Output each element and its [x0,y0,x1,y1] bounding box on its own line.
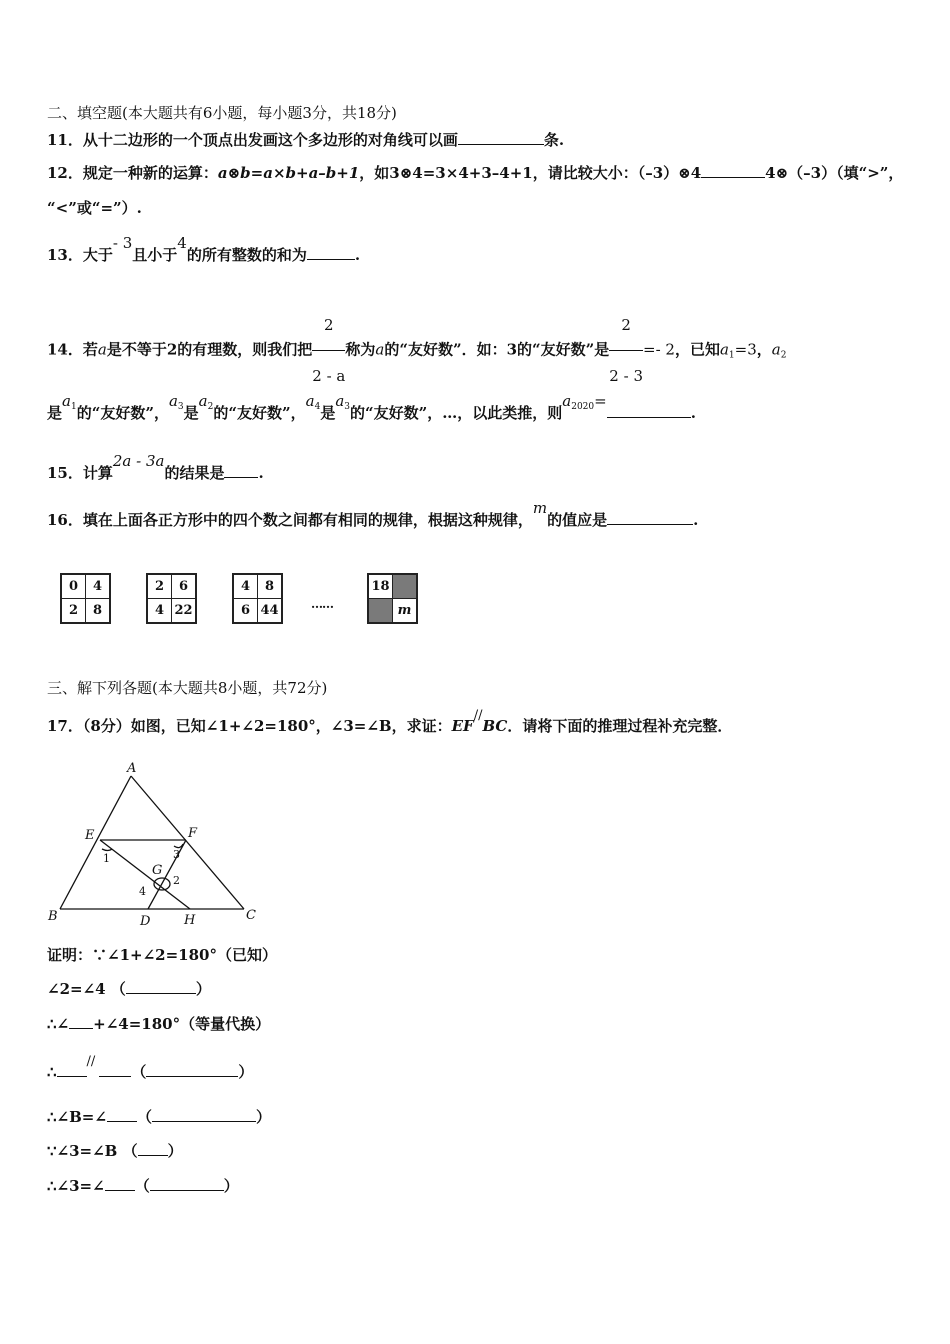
answer-blank[interactable] [146,1062,238,1077]
section-heading-solve [47,678,327,698]
proof-line-1 [47,945,277,965]
proof-line-5 [47,1107,271,1127]
question-11 [47,130,564,150]
question-14-text: 的“友好数”，…，以此类推，则 [350,404,563,422]
square-cell-shaded [393,574,418,599]
answer-blank[interactable] [138,1141,168,1156]
proof-text: （ [131,1063,147,1081]
comma: ， [756,340,772,359]
segment-ac [131,776,244,909]
answer-blank[interactable] [152,1107,256,1122]
square-cell: 8 [258,574,283,599]
question-14-text: 是 [47,404,63,422]
question-14-text: 的“友好数”， [76,404,169,422]
proof-text: ∴∠B=∠ [47,1108,107,1126]
answer-blank[interactable] [607,510,693,525]
expression: 2a - 3a [112,452,165,470]
fraction-denominator: 2 - a [312,367,346,385]
answer-blank[interactable] [69,1014,93,1029]
question-14-text: 称为 [345,340,376,359]
square-cell: 6 [172,574,197,599]
question-14-text: 是不等于2的有理数，则我们把 [106,340,313,359]
square-cell: 4 [233,574,258,599]
proof-text: 证明：∵∠1+∠2=180°（已知） [47,946,277,964]
question-16 [47,499,699,530]
friendly-number-fraction [312,302,345,399]
parallel-symbol: // [86,1054,96,1069]
segment-bc: BC [482,717,508,735]
operation-formula: a⊗b=a×b+a–b+1 [217,164,360,182]
subscript: 4 [314,402,321,412]
square-cell: 2 [147,574,172,599]
answer-blank[interactable] [57,1062,87,1077]
square-cell: 4 [86,574,111,599]
question-15-text: 的结果是 [164,464,225,482]
proof-line-3 [47,1014,270,1034]
proof-text: （ [136,1108,152,1126]
equals-sign: = [594,392,607,410]
square-cell: 4 [147,599,172,624]
question-12-text: ，如3⊗4=3×4+3–4+1，请比较大小：（–3）⊗4 [359,164,702,182]
question-15-text: 15．计算 [47,464,113,482]
question-17-text: 17．（8分）如图，已知∠1+∠2=180°，∠3=∠B，求证： [47,717,452,735]
question-13-text: 且小于 [132,246,178,264]
question-17 [47,708,733,738]
value-neg-3: - 3 [112,234,133,252]
square-cell: m [393,599,418,624]
question-14-text: 的“友好数”．如：3的“友好数”是 [384,340,610,359]
label-b: B [48,909,58,924]
geometry-figure [42,758,272,933]
square-cell: 6 [233,599,258,624]
answer-blank[interactable] [107,1107,137,1122]
question-14-line2 [47,392,696,429]
fraction-numerator: 2 [312,302,345,351]
question-16-end: . [693,511,699,529]
variable-a: a [168,392,178,410]
number-square-1 [60,573,111,624]
variable-a: a [62,392,71,410]
answer-blank[interactable] [307,245,355,260]
variable-a: a [97,340,107,359]
proof-line-6 [47,1141,183,1161]
label-d: D [140,914,151,929]
variable-a2: a [771,340,781,359]
square-cell-shaded [368,599,393,624]
answer-blank[interactable] [701,163,765,178]
answer-blank[interactable] [224,463,258,478]
question-14-text: 是 [320,404,336,422]
question-16-text: 的值应是 [547,511,608,529]
proof-text: ） [195,980,211,998]
question-13 [47,234,361,265]
variable-a: a [562,392,572,410]
label-angle-4: 4 [139,885,146,898]
angle-1-arc [102,849,112,851]
question-11-end: 条. [543,131,565,149]
subscript: 2 [780,350,787,361]
proof-text: ） [238,1063,254,1081]
segment-ab [60,776,131,909]
variable-a: a [335,392,345,410]
subscript: 2 [207,402,214,412]
fraction-denominator: 2 - 3 [609,367,643,385]
answer-blank[interactable] [126,979,196,994]
question-15-end: . [258,464,264,482]
label-angle-3: 3 [173,848,180,861]
label-h: H [184,913,196,928]
question-14-end: . [690,404,696,422]
question-12 [47,163,903,183]
subscript: 3 [344,402,351,412]
question-14-text: 的“友好数”， [213,404,306,422]
question-14-text: 是 [183,404,199,422]
segment-ef: EF [451,717,474,735]
answer-blank[interactable] [99,1062,131,1077]
question-13-text: 的所有整数的和为 [186,246,307,264]
answer-blank[interactable] [458,130,544,145]
proof-text: +∠4=180°（等量代换） [93,1015,271,1033]
number-square-3 [232,573,283,624]
a1-value: =3 [734,340,757,359]
variable-m: m [532,499,548,517]
question-13-end: . [354,246,361,264]
proof-text: ∴ [47,1063,57,1081]
answer-blank[interactable] [607,403,691,418]
value-4: 4 [177,234,187,252]
question-12-text: 4⊗（–3）（填“>”， [765,164,904,182]
question-12-text: “<”或“=”）. [47,199,142,217]
subscript: 1 [728,350,735,361]
label-angle-1: 1 [103,852,110,865]
subscript: 2020 [571,402,595,412]
section-heading-fill-blank [47,103,397,123]
label-c: C [246,908,256,923]
question-15 [47,452,264,483]
label-e: E [85,828,95,843]
proof-text: ∵∠3=∠B （ [47,1142,138,1160]
question-14-text: 14．若 [47,340,98,359]
square-cell: 44 [258,599,283,624]
proof-text: ∴∠3=∠ [47,1177,105,1195]
variable-a: a [375,340,385,359]
proof-text: ） [223,1177,239,1195]
subscript: 3 [177,402,184,412]
proof-text: ∠2=∠4 （ [47,980,126,998]
proof-text: ∴∠ [47,1015,70,1033]
variable-a: a [198,392,208,410]
proof-line-2 [47,979,211,999]
ellipsis: …… [311,597,333,611]
label-angle-2: 2 [173,874,180,887]
example-result: =- 2 [643,340,675,359]
subscript: 1 [70,402,77,412]
label-f: F [188,826,198,841]
question-14-text: ，已知 [674,340,720,359]
parallel-symbol: // [473,708,483,723]
square-cell: 2 [61,599,86,624]
label-g: G [152,863,163,878]
question-12-text: 12．规定一种新的运算： [47,164,218,182]
square-cell: 22 [172,599,197,624]
section-heading-text: 三、解下列各题(本大题共8小题，共72分) [47,679,328,697]
label-a: A [127,761,137,776]
proof-text: ） [255,1108,271,1126]
proof-line-7 [47,1176,239,1196]
question-11-text: 11．从十二边形的一个顶点出发画这个多边形的对角线可以画 [47,131,458,149]
number-square-4 [367,573,418,624]
number-square-2 [146,573,197,624]
square-cell: 0 [61,574,86,599]
answer-blank[interactable] [150,1176,224,1191]
proof-line-4 [47,1054,254,1084]
proof-text: ） [167,1142,183,1160]
question-12-line2 [47,198,142,218]
example-fraction [609,302,643,399]
proof-text: （ [134,1177,150,1195]
answer-blank[interactable] [105,1176,135,1191]
variable-a1: a [719,340,729,359]
question-14 [47,302,786,399]
square-cell: 18 [368,574,393,599]
question-16-text: 16．填在上面各正方形中的四个数之间都有相同的规律，根据这种规律， [47,511,533,529]
question-17-text: ．请将下面的推理过程补充完整． [507,717,733,735]
variable-a: a [305,392,315,410]
section-heading-text: 二、填空题(本大题共有6小题，每小题3分，共18分) [47,104,397,122]
square-cell: 8 [86,599,111,624]
fraction-numerator: 2 [609,302,643,351]
question-13-text: 13．大于 [47,246,113,264]
